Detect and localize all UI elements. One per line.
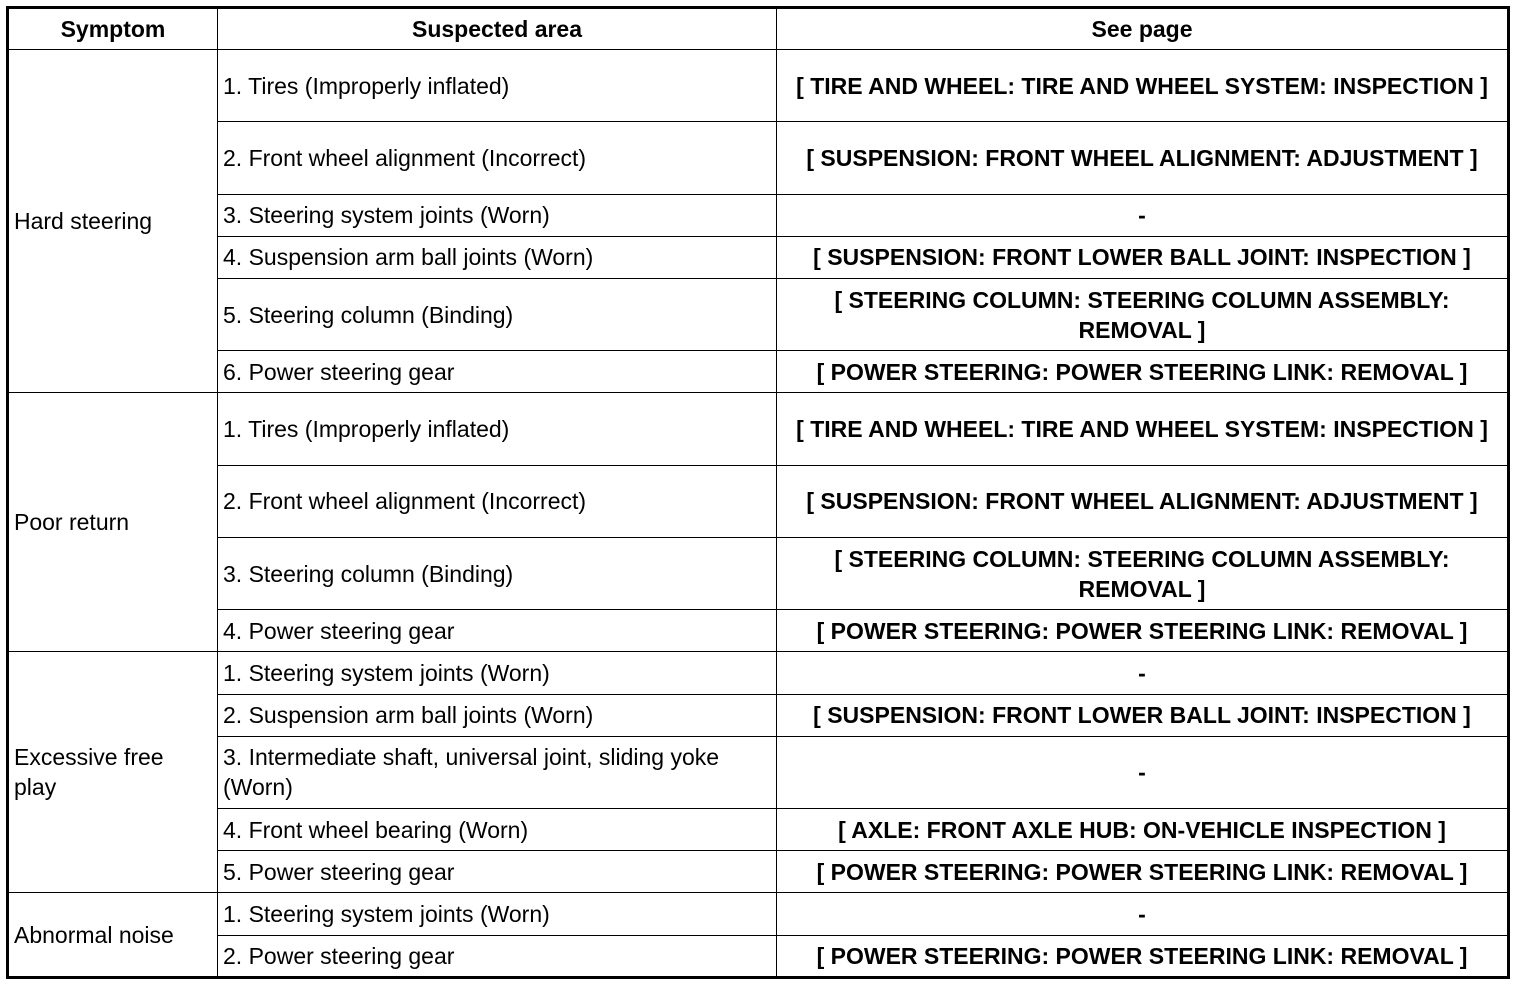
suspected-area-cell: 2. Front wheel alignment (Incorrect): [218, 465, 777, 537]
symptom-cell: Excessive free play: [8, 652, 218, 893]
see-page-cell: [ SUSPENSION: FRONT WHEEL ALIGNMENT: ADJUSTMENT ]: [777, 465, 1509, 537]
table-row: [8, 122, 1509, 194]
suspected-area-cell: 3. Intermediate shaft, universal joint, sliding yoke (Worn): [218, 736, 777, 808]
table-row: [8, 652, 1509, 694]
see-page-cell: -: [777, 652, 1509, 694]
suspected-area-cell: 5. Steering column (Binding): [218, 278, 777, 350]
suspected-area-cell: 3. Steering system joints (Worn): [218, 194, 777, 236]
suspected-area-cell: 1. Steering system joints (Worn): [218, 652, 777, 694]
table-row: [8, 236, 1509, 278]
see-page-cell: [ STEERING COLUMN: STEERING COLUMN ASSEMBLY: REMOVAL ]: [777, 538, 1509, 610]
header-row: [8, 8, 1509, 50]
suspected-area-cell: 1. Tires (Improperly inflated): [218, 50, 777, 122]
troubleshooting-table: [6, 6, 1510, 979]
suspected-area-cell: 1. Steering system joints (Worn): [218, 893, 777, 935]
see-page-cell: [ TIRE AND WHEEL: TIRE AND WHEEL SYSTEM: INSPECTION ]: [777, 50, 1509, 122]
see-page-cell: [ SUSPENSION: FRONT WHEEL ALIGNMENT: ADJUSTMENT ]: [777, 122, 1509, 194]
suspected-area-cell: 4. Suspension arm ball joints (Worn): [218, 236, 777, 278]
table-row: [8, 893, 1509, 935]
see-page-cell: -: [777, 736, 1509, 808]
table-row: [8, 393, 1509, 465]
suspected-area-cell: 6. Power steering gear: [218, 351, 777, 393]
table-row: [8, 351, 1509, 393]
see-page-cell: [ STEERING COLUMN: STEERING COLUMN ASSEMBLY: REMOVAL ]: [777, 278, 1509, 350]
symptom-cell: Poor return: [8, 393, 218, 652]
suspected-area-cell: 3. Steering column (Binding): [218, 538, 777, 610]
see-page-cell: [ POWER STEERING: POWER STEERING LINK: REMOVAL ]: [777, 610, 1509, 652]
suspected-area-cell: 2. Power steering gear: [218, 935, 777, 977]
see-page-cell: -: [777, 893, 1509, 935]
table-row: [8, 538, 1509, 610]
suspected-area-cell: 2. Front wheel alignment (Incorrect): [218, 122, 777, 194]
table-row: [8, 50, 1509, 122]
see-page-cell: [ SUSPENSION: FRONT LOWER BALL JOINT: INSPECTION ]: [777, 694, 1509, 736]
table-row: [8, 194, 1509, 236]
see-page-cell: [ POWER STEERING: POWER STEERING LINK: REMOVAL ]: [777, 935, 1509, 977]
suspected-area-cell: 2. Suspension arm ball joints (Worn): [218, 694, 777, 736]
symptom-cell: Abnormal noise: [8, 893, 218, 978]
table-row: [8, 278, 1509, 350]
table-row: [8, 935, 1509, 977]
table-row: [8, 809, 1509, 851]
see-page-cell: [ POWER STEERING: POWER STEERING LINK: REMOVAL ]: [777, 851, 1509, 893]
symptom-cell: Hard steering: [8, 50, 218, 393]
table-row: [8, 610, 1509, 652]
see-page-cell: -: [777, 194, 1509, 236]
suspected-area-cell: 1. Tires (Improperly inflated): [218, 393, 777, 465]
table-row: [8, 736, 1509, 808]
suspected-area-cell: 5. Power steering gear: [218, 851, 777, 893]
suspected-area-cell: 4. Front wheel bearing (Worn): [218, 809, 777, 851]
header-symptom: Symptom: [8, 8, 218, 50]
header-see-page: See page: [777, 8, 1509, 50]
table-row: [8, 465, 1509, 537]
see-page-cell: [ SUSPENSION: FRONT LOWER BALL JOINT: INSPECTION ]: [777, 236, 1509, 278]
see-page-cell: [ TIRE AND WHEEL: TIRE AND WHEEL SYSTEM: INSPECTION ]: [777, 393, 1509, 465]
see-page-cell: [ AXLE: FRONT AXLE HUB: ON-VEHICLE INSPECTION ]: [777, 809, 1509, 851]
table-row: [8, 851, 1509, 893]
header-suspected-area: Suspected area: [218, 8, 777, 50]
see-page-cell: [ POWER STEERING: POWER STEERING LINK: REMOVAL ]: [777, 351, 1509, 393]
table-row: [8, 694, 1509, 736]
suspected-area-cell: 4. Power steering gear: [218, 610, 777, 652]
